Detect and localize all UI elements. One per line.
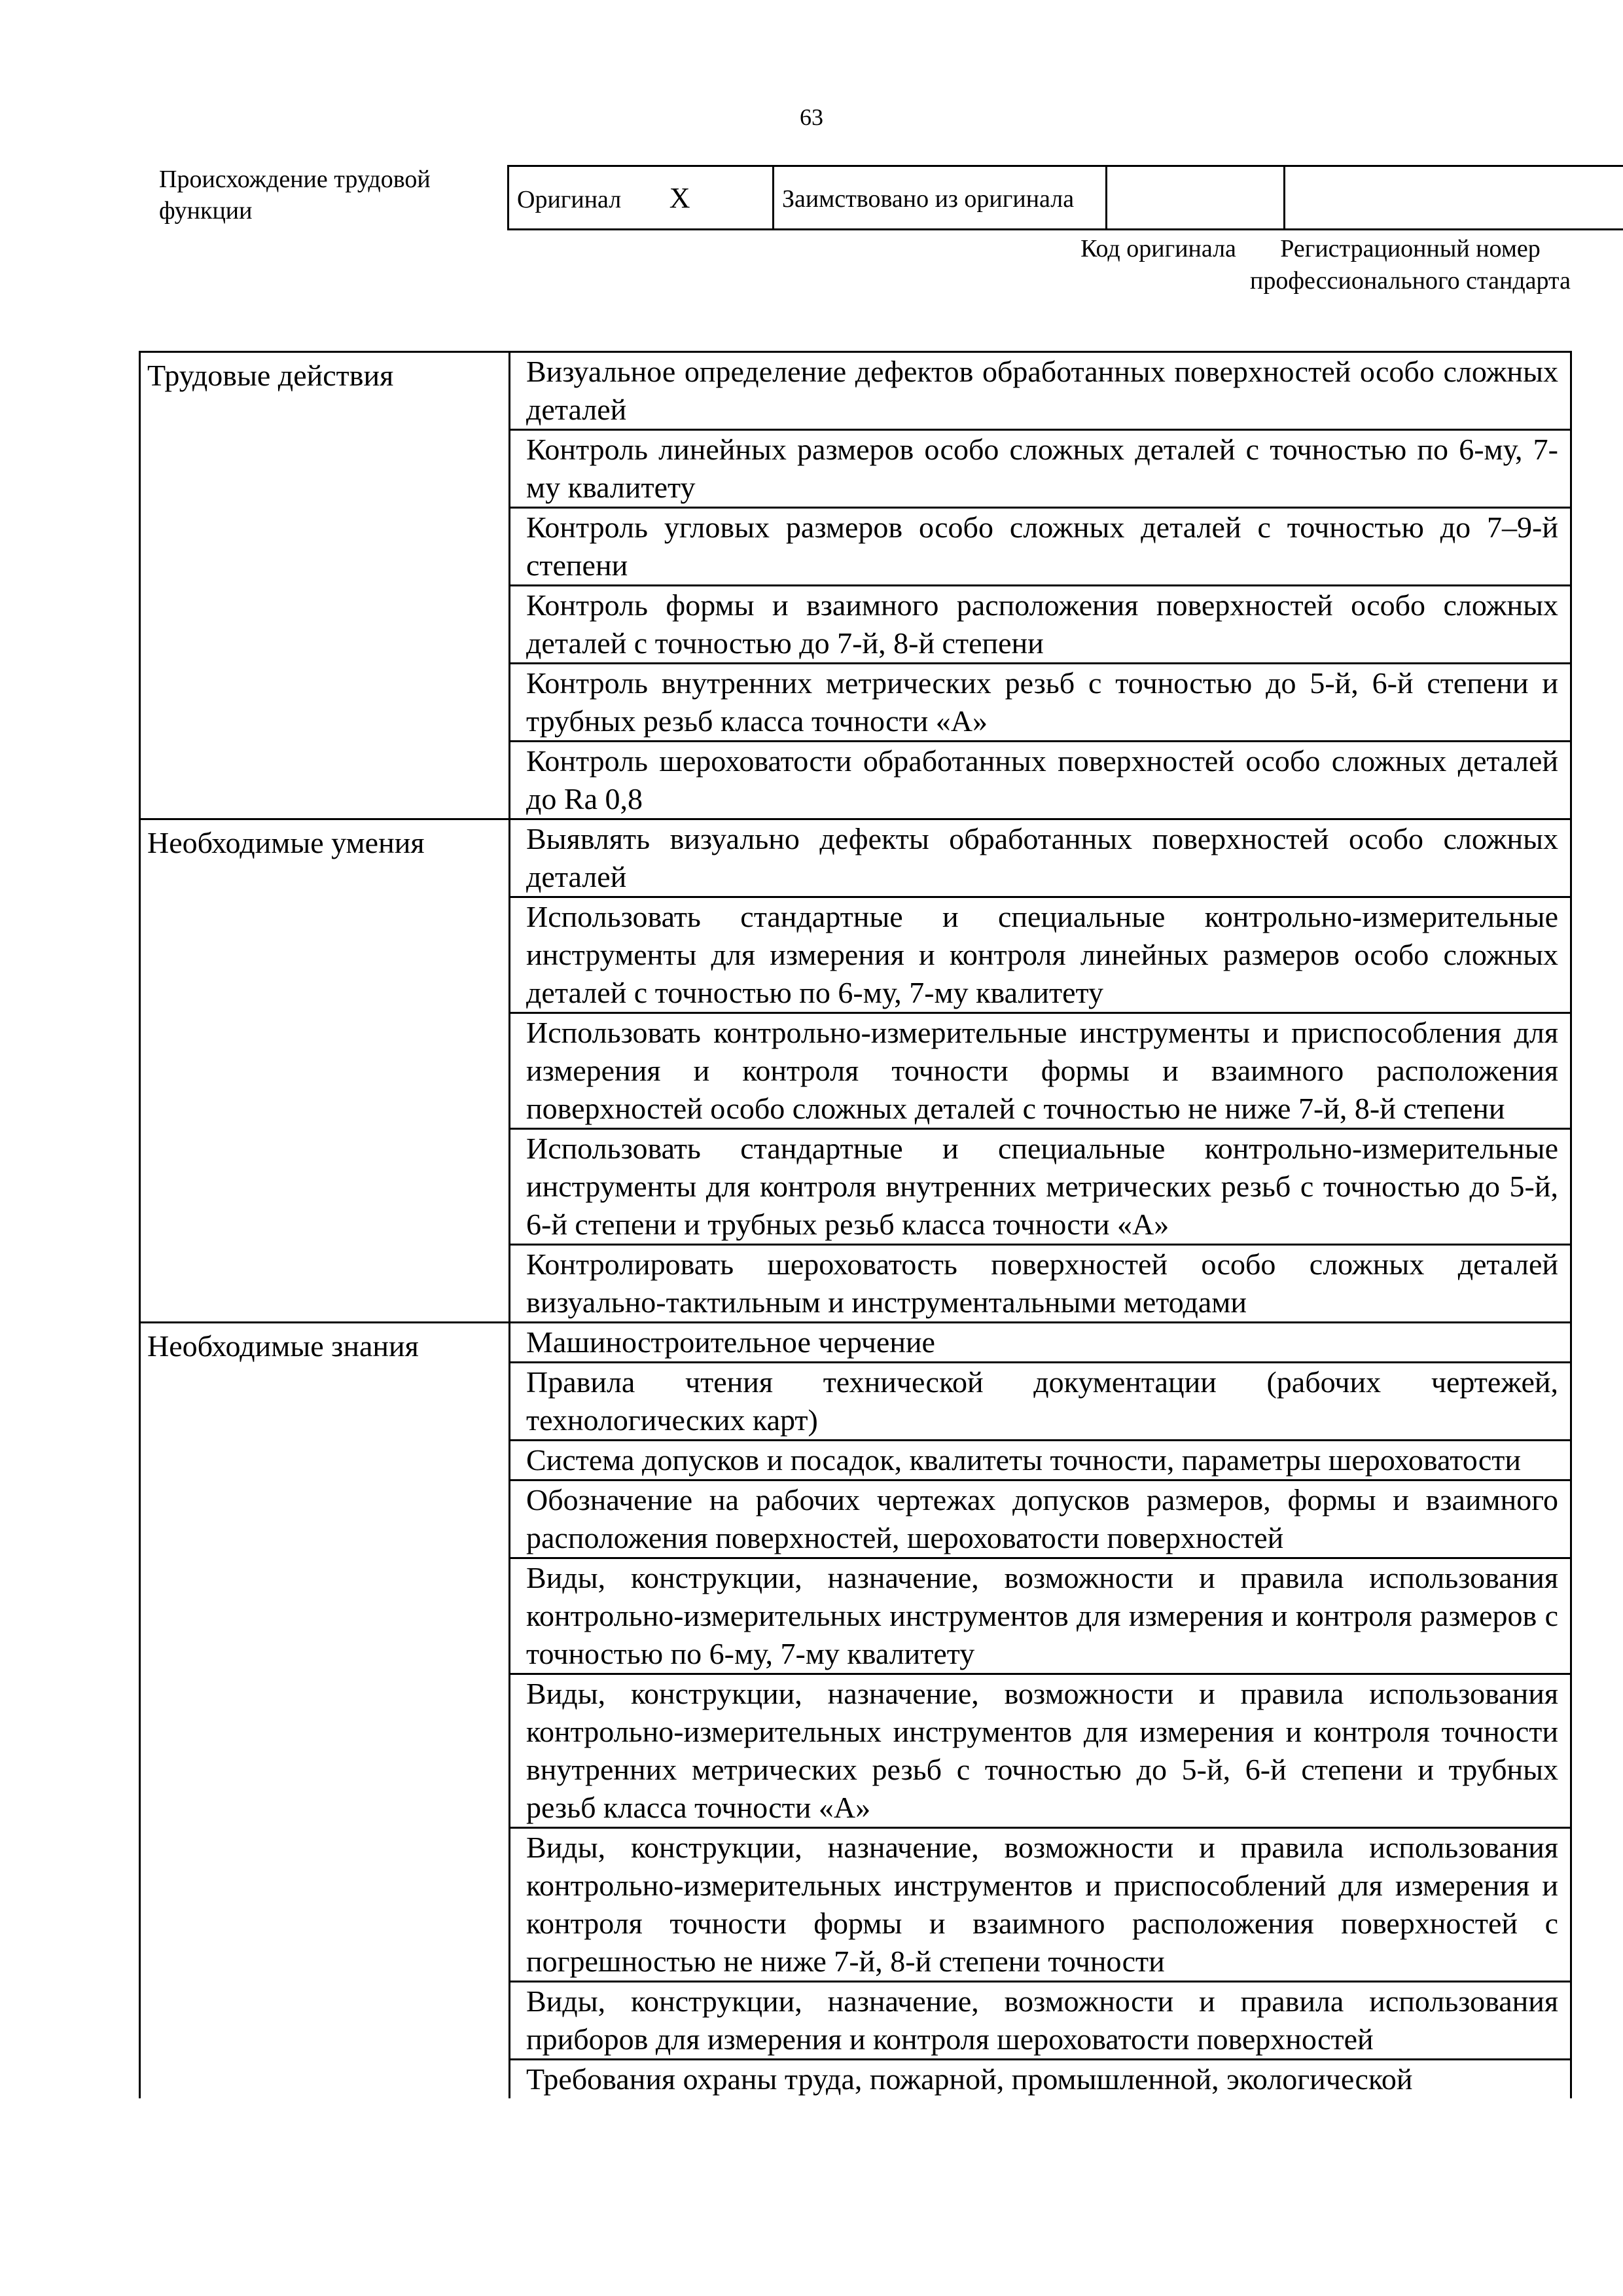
original-cell	[508, 166, 774, 230]
original-code-cell	[1107, 166, 1285, 230]
table-cell-item: Контроль линейных размеров особо сложных деталей с точностью по 6-му, 7-му квалитету	[510, 430, 1571, 508]
labor-function-table	[139, 351, 1572, 2098]
table-cell-item: Визуальное определение дефектов обработанных поверхностей особо сложных деталей	[510, 352, 1571, 430]
category-knowledge: Необходимые знания	[140, 1323, 510, 2099]
table-cell-item: Правила чтения технической документации (рабочих чертежей, технологических карт)	[510, 1363, 1571, 1441]
table-cell-item: Контроль внутренних метрических резьб с точностью до 5-й, 6-й степени и трубных резьб класса точности «А»	[510, 664, 1571, 742]
table-cell-item: Машиностроительное черчение	[510, 1323, 1571, 1363]
table-row	[140, 352, 1571, 430]
origin-label: Происхождение трудовой функции	[159, 166, 431, 224]
table-cell-item: Система допусков и посадок, квалитеты точности, параметры шероховатости	[510, 1441, 1571, 1480]
table-cell-item: Виды, конструкции, назначение, возможности и правила использования контрольно-измерительных инструментов для измерения и контроля размеров с точностью по 6-му, 7-му квалитету	[510, 1558, 1571, 1674]
origin-table	[507, 165, 1623, 230]
table-cell-item: Требования охраны труда, пожарной, промышленной, экологической	[510, 2060, 1571, 2099]
original-label: Оригинал	[517, 185, 622, 213]
caption-original-code: Код оригинала	[1080, 235, 1236, 262]
category-skills: Необходимые умения	[140, 819, 510, 1323]
table-cell-item: Виды, конструкции, назначение, возможности и правила использования приборов для измерения и контроля шероховатости поверхностей	[510, 1982, 1571, 2060]
table-cell-item: Контроль шероховатости обработанных поверхностей особо сложных деталей до Ra 0,8	[510, 742, 1571, 819]
table-cell-item: Обозначение на рабочих чертежах допусков размеров, формы и взаимного расположения поверхностей, шероховатости поверхностей	[510, 1480, 1571, 1558]
table-cell-item: Виды, конструкции, назначение, возможности и правила использования контрольно-измерительных инструментов для измерения и контроля точности внутренних метрических резьб с точностью до 5-й, 6-й степени и трубных резьб класса точности «А»	[510, 1674, 1571, 1828]
original-mark: X	[669, 181, 690, 214]
table-cell-item: Контроль угловых размеров особо сложных деталей с точностью до 7–9-й степени	[510, 508, 1571, 586]
table-cell-item: Контроль формы и взаимного расположения поверхностей особо сложных деталей с точностью до 7-й, 8-й степени	[510, 586, 1571, 664]
table-row	[140, 819, 1571, 897]
table-cell-item: Использовать стандартные и специальные контрольно-измерительные инструменты для измерения и контроля линейных размеров особо сложных деталей с точностью по 6-му, 7-му квалитету	[510, 897, 1571, 1013]
table-cell-item: Использовать контрольно-измерительные инструменты и приспособления для измерения и контроля точности формы и взаимного расположения поверхностей особо сложных деталей с точностью не ниже 7-й, 8-й степени	[510, 1013, 1571, 1129]
table-cell-item: Выявлять визуально дефекты обработанных поверхностей особо сложных деталей	[510, 819, 1571, 897]
borrowed-cell: Заимствовано из оригинала	[774, 166, 1107, 230]
table-cell-item: Виды, конструкции, назначение, возможности и правила использования контрольно-измерительных инструментов и приспособлений для измерения и контроля точности формы и взаимного расположения поверхностей с погрешностью не ниже 7-й, 8-й степени точности	[510, 1828, 1571, 1982]
caption-registration-number: Регистрационный номер профессионального стандарта	[1250, 235, 1571, 295]
table-cell-item: Использовать стандартные и специальные контрольно-измерительные инструменты для контроля внутренних метрических резьб с точностью до 5-й, 6-й степени и трубных резьб класса точности «А»	[510, 1129, 1571, 1245]
table-cell-item: Контролировать шероховатость поверхностей особо сложных деталей визуально-тактильным и инструментальными методами	[510, 1245, 1571, 1323]
category-actions: Трудовые действия	[140, 352, 510, 819]
table-row	[140, 1323, 1571, 1363]
page-number: 63	[800, 104, 823, 130]
registration-number-cell	[1285, 166, 1623, 230]
